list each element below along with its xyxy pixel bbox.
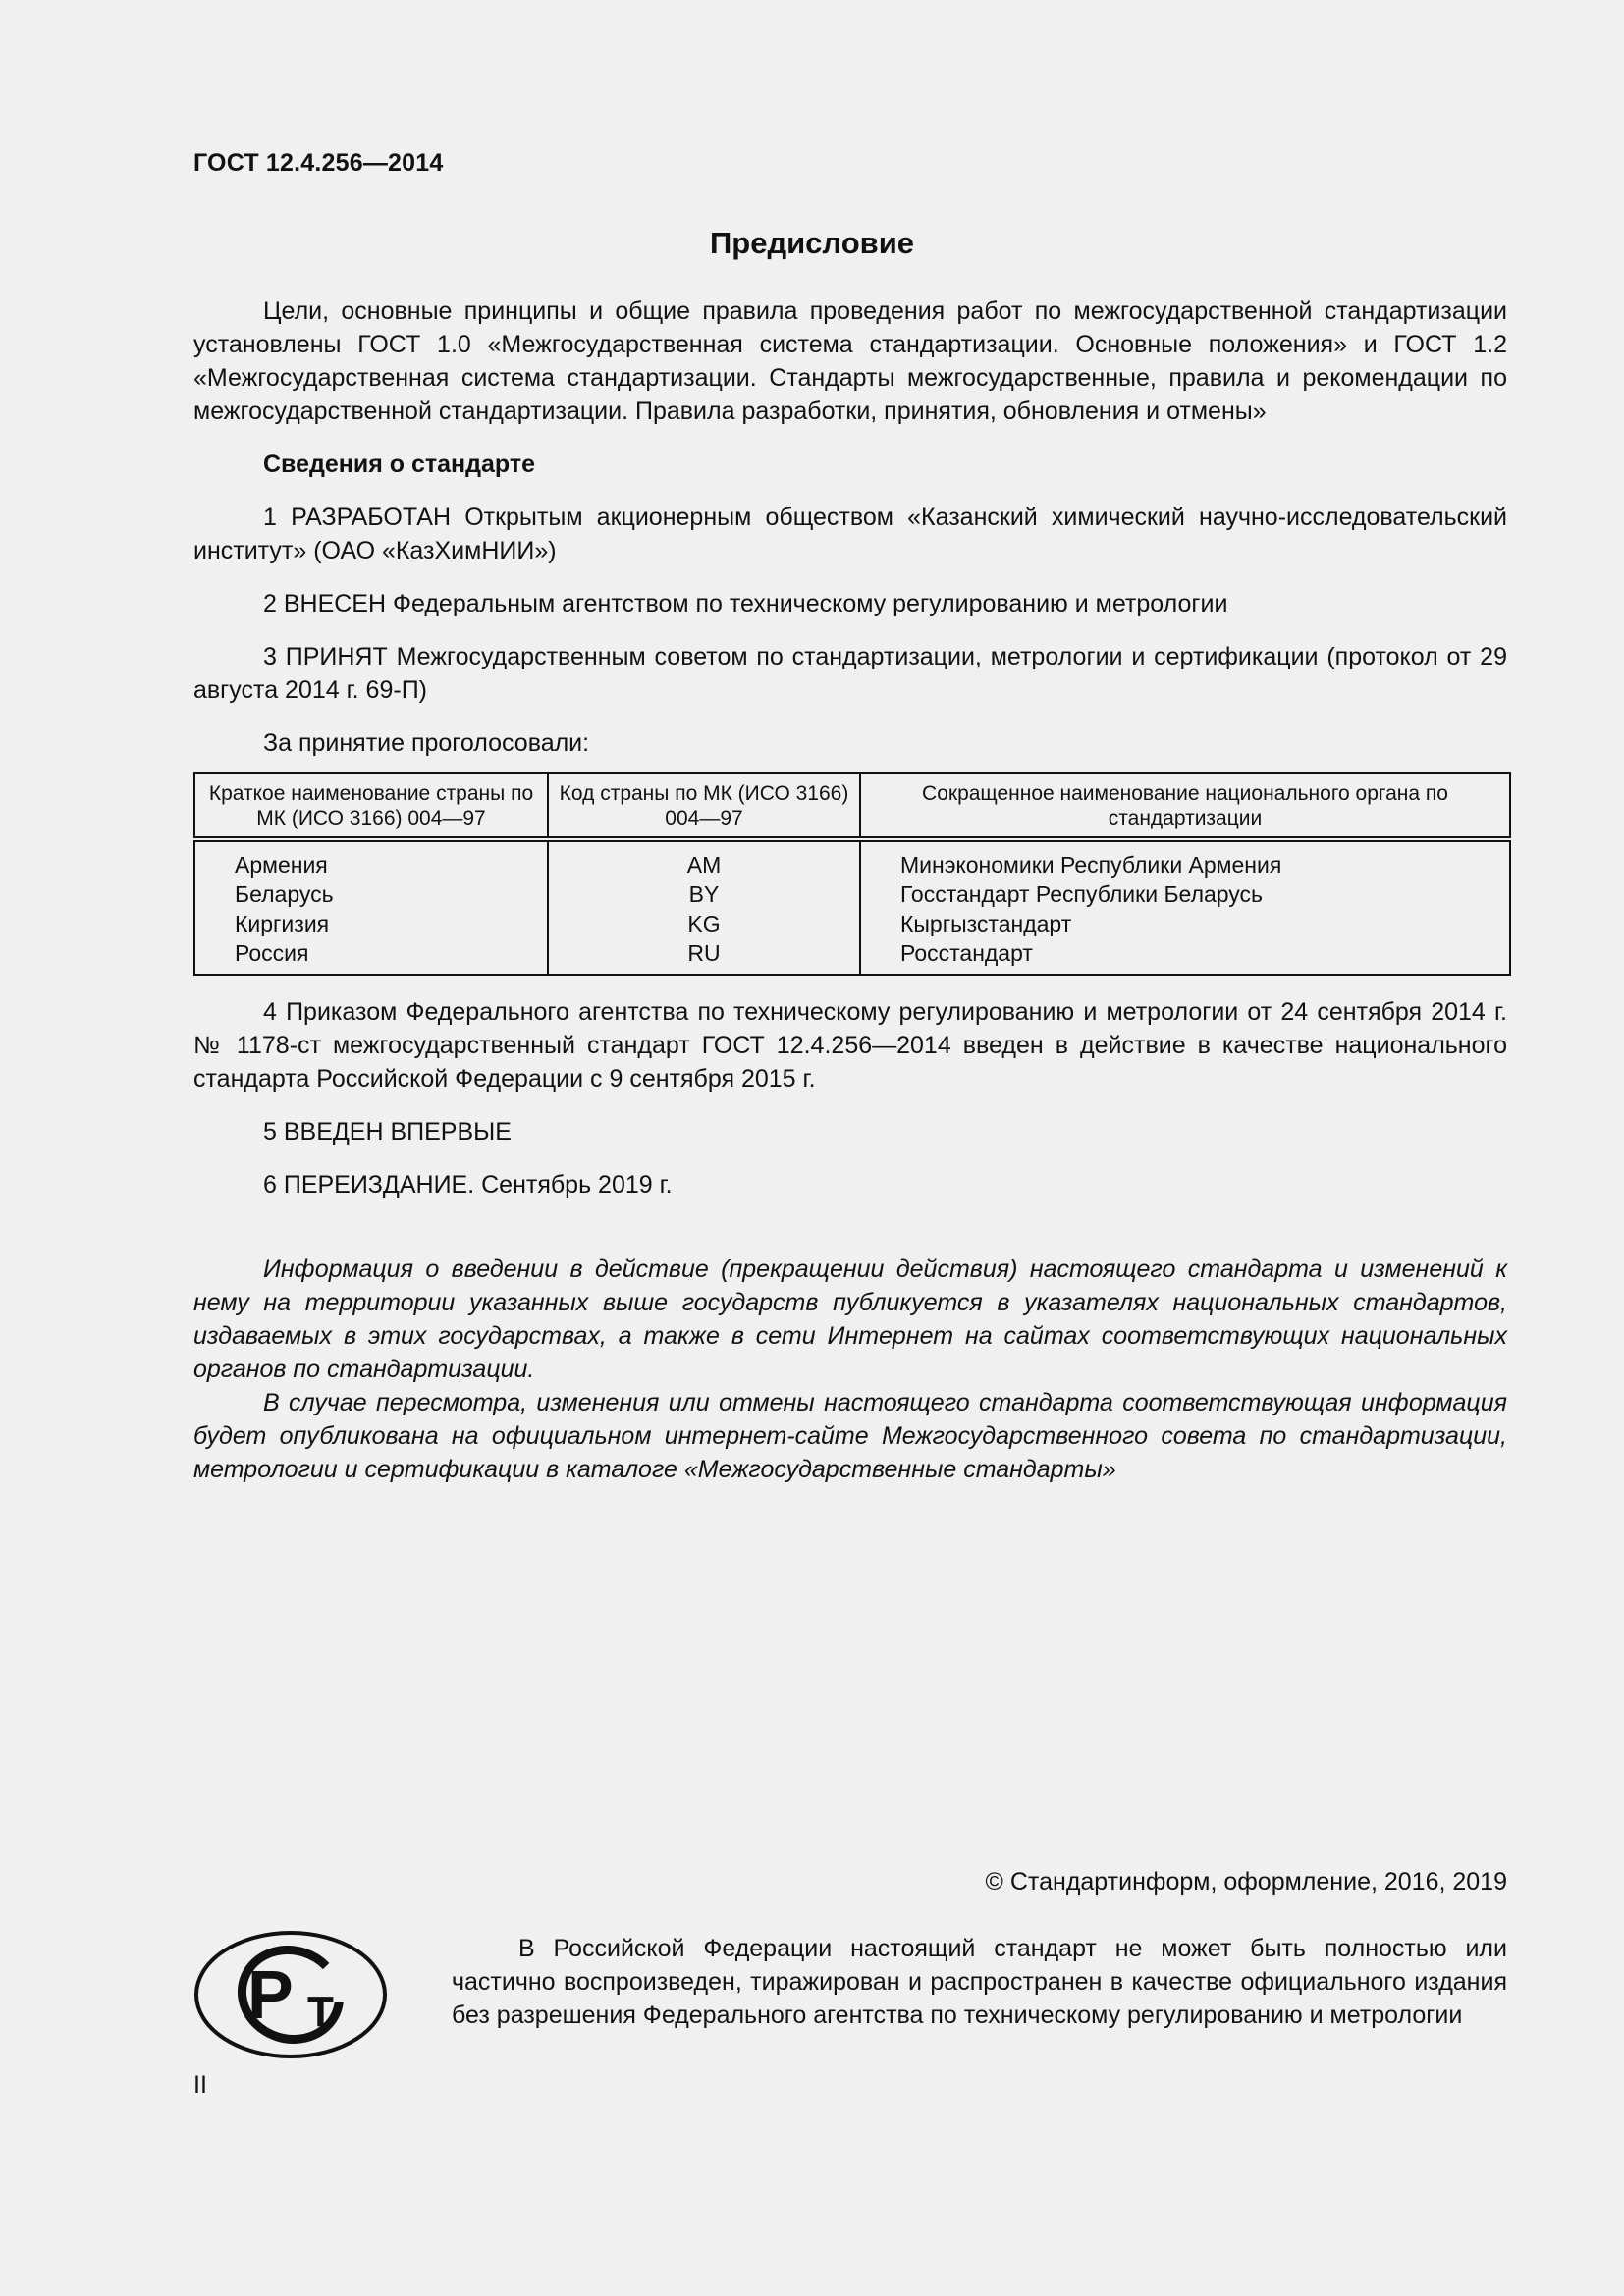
cell-country: Армения xyxy=(194,839,548,880)
table-row xyxy=(194,938,1510,975)
foreword-body xyxy=(193,294,1507,1486)
svg-text:Р: Р xyxy=(247,1956,294,2033)
item-1: 1 РАЗРАБОТАН Открытым акционерным обществом «Казанский химический научно-исследовательский институт» (ОАО «КазХимНИИ») xyxy=(193,504,1507,564)
cell-country: Беларусь xyxy=(194,880,548,909)
cell-code: BY xyxy=(548,880,860,909)
countries-table xyxy=(193,772,1511,976)
column-header-country: Краткое наименование страны по МК (ИСО 3166) 004—97 xyxy=(194,773,548,839)
svg-text:Т: Т xyxy=(307,1988,334,2036)
reprint-notice: В Российской Федерации настоящий стандарт не может быть полностью или частично воспроизведен, тиражирован и распространен в качестве официального издания без разрешения Федерального агентства по техническому регулированию и метрологии xyxy=(452,1935,1507,2029)
item-5: 5 ВВЕДЕН ВПЕРВЫЕ xyxy=(263,1118,512,1146)
page-number: II xyxy=(193,2071,207,2099)
item-3: 3 ПРИНЯТ Межгосударственным советом по стандартизации, метрологии и сертификации (протокол от 29 августа 2014 г. 69-П) xyxy=(193,643,1507,704)
cell-code: AM xyxy=(548,839,860,880)
voted-label: За принятие проголосовали: xyxy=(263,729,590,757)
column-header-code: Код страны по МК (ИСО 3166) 004—97 xyxy=(548,773,860,839)
table-header-row xyxy=(194,773,1510,839)
note-implementation-info: Информация о введении в действие (прекращении действия) настоящего стандарта и изменений к нему на территории указанных выше государств публикуется в указателях национальных стандартов, издаваемых в этих государствах, а также в сети Интернет на сайтах соответствующих национальных органов по стандартизации. xyxy=(193,1255,1507,1383)
cell-country: Киргизия xyxy=(194,909,548,938)
note-revision-info: В случае пересмотра, изменения или отмены настоящего стандарта соответствующая информация будет опубликована на официальном интернет-сайте Межгосударственного совета по стандартизации, метрологии и сертификации в каталоге «Межгосударственные стандарты» xyxy=(193,1389,1507,1483)
copyright-line: © Стандартинформ, оформление, 2016, 2019 xyxy=(985,1868,1507,1896)
cell-authority: Госстандарт Республики Беларусь xyxy=(860,880,1510,909)
table-row xyxy=(194,909,1510,938)
table-row xyxy=(194,839,1510,880)
item-6: 6 ПЕРЕИЗДАНИЕ. Сентябрь 2019 г. xyxy=(263,1171,673,1199)
cell-code: RU xyxy=(548,938,860,975)
section-subtitle: Сведения о стандарте xyxy=(263,451,536,478)
cell-authority: Росстандарт xyxy=(860,938,1510,975)
page-title: Предисловие xyxy=(709,226,914,260)
cell-authority: Минэкономики Республики Армения xyxy=(860,839,1510,880)
cell-code: KG xyxy=(548,909,860,938)
document-code-header: ГОСТ 12.4.256—2014 xyxy=(193,149,444,177)
cell-authority: Кыргызстандарт xyxy=(860,909,1510,938)
intro-paragraph: Цели, основные принципы и общие правила проведения работ по межгосударственной стандартизации установлены ГОСТ 1.0 «Межгосударственная система стандартизации. Основные положения» и ГОСТ 1.2 «Межгосударственная система стандартизации. Стандарты межгосударственные, правила и рекомендации по межгосударственной стандартизации. Правила разработки, принятия, обновления и отмены» xyxy=(193,297,1507,425)
cell-country: Россия xyxy=(194,938,548,975)
table-row xyxy=(194,880,1510,909)
item-2: 2 ВНЕСЕН Федеральным агентством по техническому регулированию и метрологии xyxy=(263,590,1228,617)
rst-certification-mark-icon xyxy=(193,1930,388,2059)
item-4: 4 Приказом Федерального агентства по техническому регулированию и метрологии от 24 сентября 2014 г. № 1178-ст межгосударственный стандарт ГОСТ 12.4.256—2014 введен в действие в качестве национального стандарта Российской Федерации с 9 сентября 2015 г. xyxy=(193,998,1507,1093)
column-header-authority: Сокращенное наименование национального органа по стандартизации xyxy=(860,773,1510,839)
